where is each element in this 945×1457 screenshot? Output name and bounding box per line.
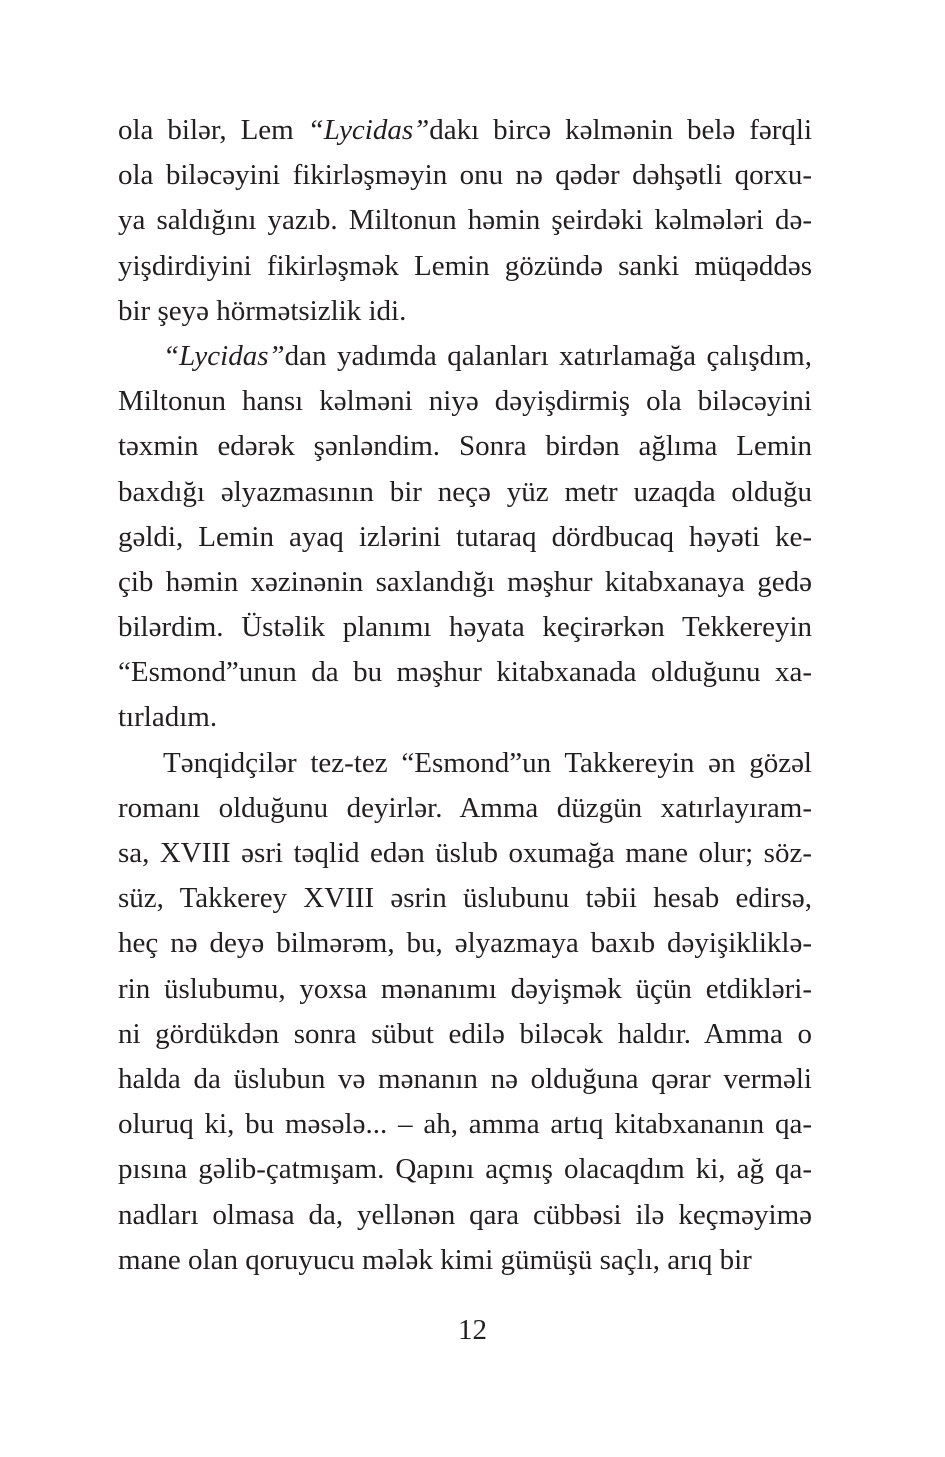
text-line [118,921,812,966]
text-run: halda da üslubun və mənanın nə olduğuna qərar verməli [118,1062,812,1095]
text-run: təxmin edərək şənləndim. Sonra birdən ağlıma Lemin [118,430,812,463]
text-line [118,334,812,379]
text-run: bir şeyə hörmətsizlik idi. [118,294,407,327]
text-run: süz, Takkerey XVIII əsrin üslubunu təbii hesab edirsə, [118,882,812,915]
text-run: Tənqidçilər tez-tez “Esmond”un Takkereyin ən gözəl [163,746,812,779]
text-run: baxdığı əlyazmasının bir neçə yüz metr uzaqda olduğu [118,475,812,508]
text-run: Miltonun hansı kəlməni niyə dəyişdirmiş ola biləcəyini [118,385,812,418]
text-run: heç nə deyə bilmərəm, bu, əlyazmaya baxıb dəyişikliklə- [118,927,812,960]
body-text [118,108,812,1283]
text-run: pısına gəlib-çatmışam. Qapını açmış olacaqdım ki, ağ qa- [118,1153,812,1186]
text-run: nadları olmasa da, yellənən qara cübbəsi ilə keçməyimə [118,1198,812,1231]
text-line [118,424,812,469]
text-line [118,1193,812,1238]
text-run: dan yadımda qalanları xatırlamağa çalışdım, [284,339,812,372]
text-run: bilərdim. Üstəlik planımı həyata keçirərkən Tekkereyin [118,611,812,644]
text-line [118,289,812,334]
text-line [118,650,812,695]
text-run: ola bilər, Lem [118,114,308,146]
text-line [118,515,812,560]
text-run: ola biləcəyini fikirləşməyin onu nə qədər dəhşətli qorxu- [118,159,812,192]
text-line [118,967,812,1012]
text-line [118,741,812,786]
text-run: çib həmin xəzinənin saxlandığı məşhur kitabxanaya gedə [118,565,812,598]
text-run: tırladım. [118,701,218,734]
text-line [118,1057,812,1102]
text-run: sa, XVIII əsri təqlid edən üslub oxumağa mane olur; söz- [118,837,812,869]
text-run: gəldi, Lemin ayaq izlərini tutaraq dördbucaq həyəti ke- [118,520,812,553]
text-line [118,786,812,831]
text-line [118,1238,812,1283]
text-line [118,831,812,876]
text-line [118,695,812,740]
text-run: “Esmond”unun da bu məşhur kitabxanada olduğunu xa- [118,656,812,689]
text-line [118,153,812,198]
text-run: ni gördükdən sonra sübut edilə biləcək haldır. Amma o [118,1017,812,1050]
text-line [118,1012,812,1057]
text-line [118,470,812,515]
text-run: oluruq ki, bu məsələ... – ah, amma artıq kitabxananın qa- [118,1108,812,1141]
text-run: yişdirdiyini fikirləşmək Lemin gözündə sanki müqəddəs [118,249,812,282]
text-line [118,560,812,605]
text-run: rin üslubumu, yoxsa mənanımı dəyişmək üçün etdikləri- [118,972,812,1005]
page-number: 12 [458,1314,487,1346]
text-run: mane olan qoruyucu mələk kimi gümüşü saçlı, arıq bir [118,1243,752,1276]
text-line [118,876,812,921]
text-run: ya saldığını yazıb. Miltonun həmin şeirdəki kəlmələri də- [118,204,812,237]
text-line [118,1102,812,1147]
text-line [118,244,812,289]
text-line [118,1147,812,1192]
italic-title: “Lycidas” [307,114,430,146]
text-run: romanı olduğunu deyirlər. Amma düzgün xatırlayıram- [118,791,812,824]
text-line [118,198,812,243]
text-line [118,108,812,153]
text-line [118,605,812,650]
text-line [118,379,812,424]
italic-title: “Lycidas” [163,339,285,372]
text-run: dakı bircə kəlmənin belə fərqli [429,114,812,146]
